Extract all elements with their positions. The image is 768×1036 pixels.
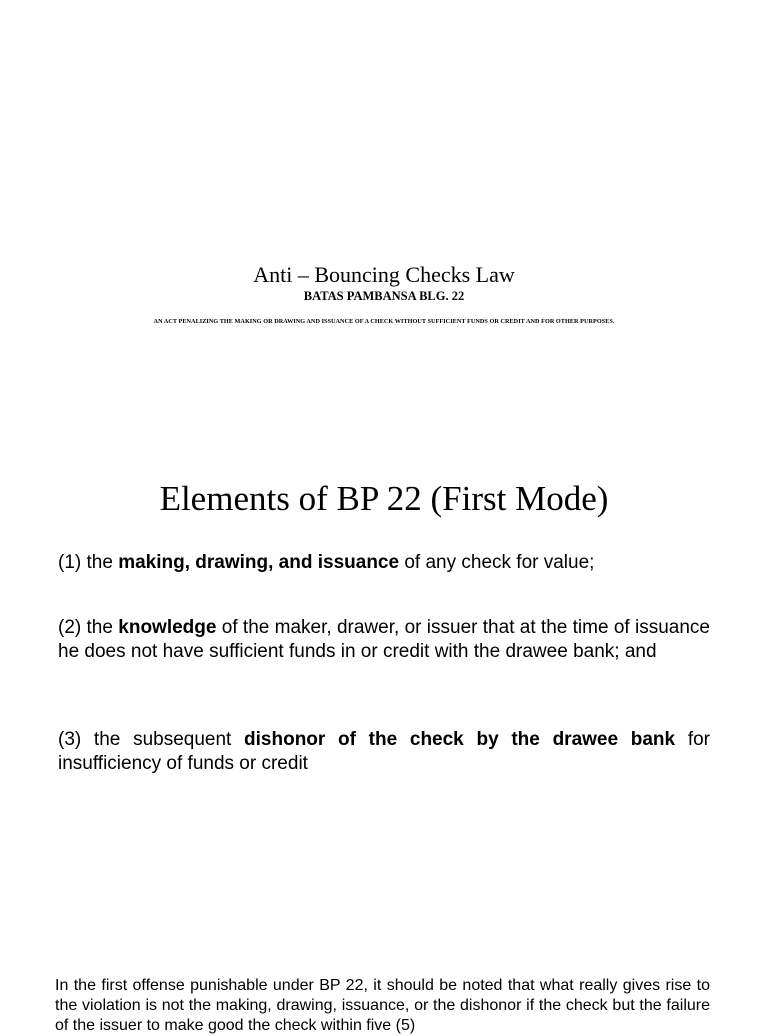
element-1-prefix: (1) the (58, 552, 119, 573)
element-3-emphasis: dishonor of the check by the drawee bank (244, 729, 676, 750)
element-item-3 (58, 728, 710, 776)
element-3-suffix: for insufficiency of funds or credit (58, 729, 711, 774)
law-description: AN ACT PENALIZING THE MAKING OR DRAWING AND ISSUANCE OF A CHECK WITHOUT SUFFICIENT FUNDS OR CREDIT AND FOR OTHER PURPOSES. (153, 318, 615, 325)
element-2-suffix: of the maker, drawer, or issuer that at the time of issuance he does not have sufficient funds in or credit with the drawee bank; and (58, 617, 710, 662)
element-1-emphasis: making, drawing, and issuance (118, 552, 400, 573)
law-number: BATAS PAMBANSA BLG. 22 (303, 289, 465, 303)
element-item-2 (58, 616, 710, 664)
elements-heading: Elements of BP 22 (First Mode) (159, 479, 609, 518)
element-item-1 (58, 551, 710, 575)
element-3-prefix: (3) the subsequent (58, 729, 245, 750)
element-1-suffix: of any check for value; (399, 552, 595, 573)
law-title: Anti – Bouncing Checks Law (253, 262, 515, 287)
offense-note: In the first offense punishable under BP 22, it should be noted that what really gives rise to the violation is not the making, drawing, issuance, or the dishonor if the check but the failure of the issuer to make good the check within five (5) (55, 977, 710, 1034)
element-2-prefix: (2) the (58, 617, 119, 638)
element-2-emphasis: knowledge (118, 617, 217, 638)
